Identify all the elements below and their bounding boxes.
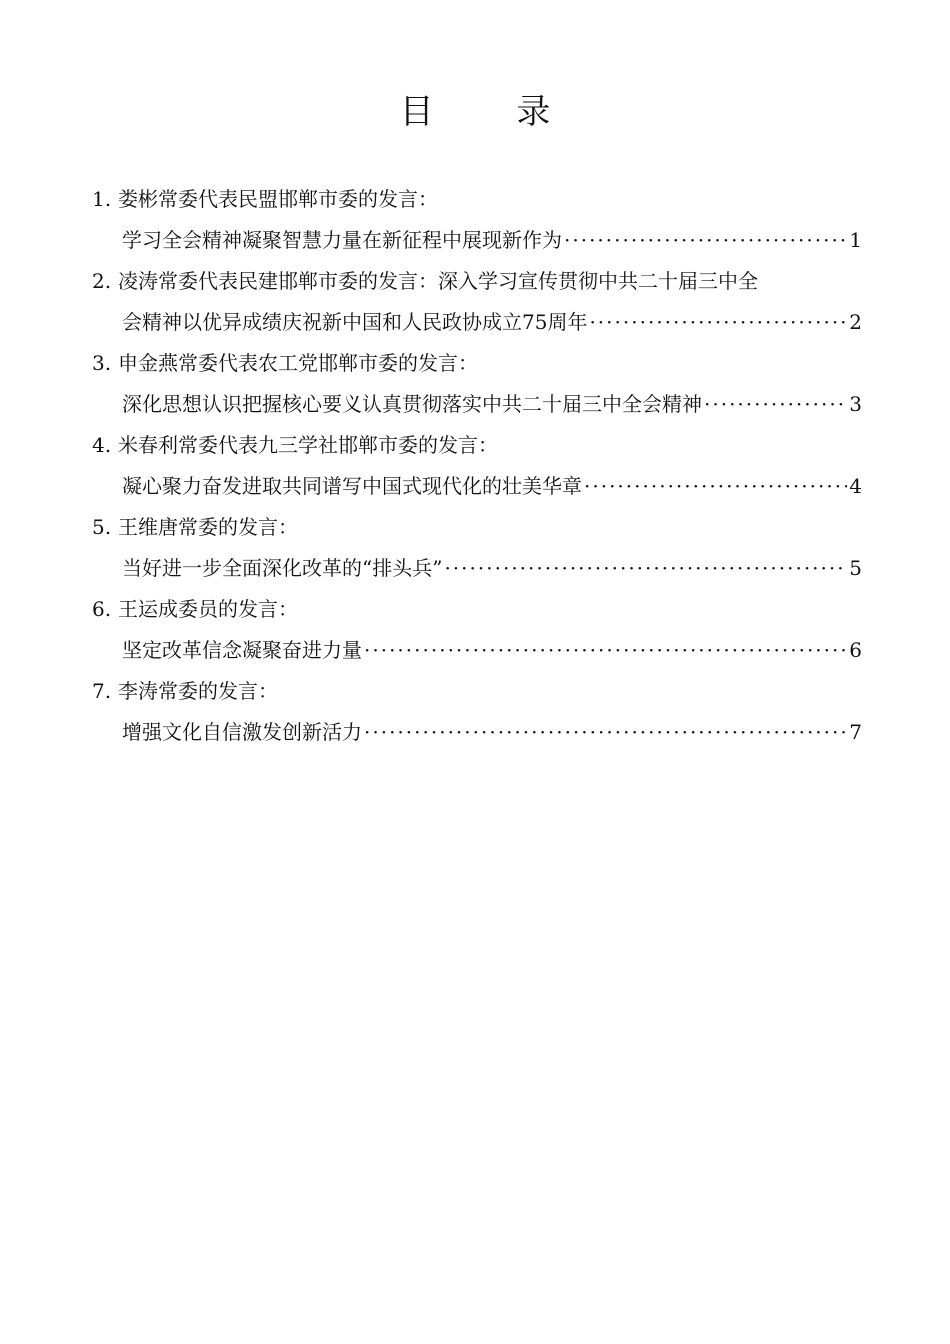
toc-entry-speaker: 娄彬常委代表民盟邯郸市委的发言： xyxy=(118,187,438,211)
toc-entry[interactable] xyxy=(92,425,862,507)
toc-entry-subtitle: 深化思想认识把握核心要义认真贯彻落实中共二十届三中全会精神 xyxy=(122,392,702,416)
toc-entry-heading xyxy=(92,179,862,220)
toc-page-number: 4 xyxy=(849,474,862,498)
toc-entry[interactable] xyxy=(92,671,862,753)
toc-entry-number: 5. xyxy=(92,515,112,539)
toc-entry-subtitle-line xyxy=(92,384,862,425)
toc-entry-heading xyxy=(92,261,862,302)
toc-entry-subtitle-line xyxy=(92,466,862,507)
toc-title: 目 录 xyxy=(399,92,587,132)
toc-page-number: 5 xyxy=(849,556,862,580)
toc-dot-leader xyxy=(589,302,847,343)
toc-dot-leader xyxy=(564,220,847,261)
toc-entry-heading xyxy=(92,425,862,466)
toc-entry-subtitle-line xyxy=(92,220,862,261)
toc-entry-heading xyxy=(92,507,862,548)
toc-entry[interactable] xyxy=(92,261,862,343)
toc-entry[interactable] xyxy=(92,179,862,261)
toc-entry-heading xyxy=(92,589,862,630)
toc-page-number: 6 xyxy=(849,638,862,662)
toc-page-number: 3 xyxy=(849,392,862,416)
toc-entry[interactable] xyxy=(92,343,862,425)
toc-entry-speaker: 申金燕常委代表农工党邯郸市委的发言： xyxy=(118,351,478,375)
toc-entry-heading xyxy=(92,671,862,712)
toc-entry-number: 6. xyxy=(92,597,112,621)
toc-entry-subtitle-line xyxy=(92,630,862,671)
toc-entry-subtitle-line xyxy=(92,548,862,589)
toc-entry-number: 4. xyxy=(92,433,112,457)
toc-entry-subtitle-line xyxy=(92,712,862,753)
toc-entry-subtitle-line xyxy=(92,302,862,343)
toc-entry-speaker: 王维唐常委的发言： xyxy=(118,515,298,539)
toc-entry-speaker: 凌涛常委代表民建邯郸市委的发言：深入学习宣传贯彻中共二十届三中全 xyxy=(118,269,758,293)
toc-dot-leader xyxy=(364,712,847,753)
table-of-contents xyxy=(92,179,862,753)
toc-entry-subtitle: 会精神以优异成绩庆祝新中国和人民政协成立75周年 xyxy=(122,310,588,334)
toc-entry-number: 1. xyxy=(92,187,112,211)
toc-entry-subtitle: 增强文化自信激发创新活力 xyxy=(122,720,362,744)
toc-dot-leader xyxy=(584,466,847,507)
toc-entry-speaker: 米春利常委代表九三学社邯郸市委的发言： xyxy=(118,433,498,457)
toc-page-number: 1 xyxy=(849,228,862,252)
toc-entry-number: 2. xyxy=(92,269,112,293)
toc-entry-number: 7. xyxy=(92,679,112,703)
toc-entry[interactable] xyxy=(92,507,862,589)
toc-page-number: 7 xyxy=(849,720,862,744)
toc-entry[interactable] xyxy=(92,589,862,671)
toc-entry-subtitle: 坚定改革信念凝聚奋进力量 xyxy=(122,638,362,662)
toc-entry-heading xyxy=(92,343,862,384)
toc-entry-speaker: 王运成委员的发言： xyxy=(118,597,298,621)
toc-dot-leader xyxy=(444,548,847,589)
toc-page-number: 2 xyxy=(849,310,862,334)
toc-entry-number: 3. xyxy=(92,351,112,375)
toc-entry-subtitle: 凝心聚力奋发进取共同谱写中国式现代化的壮美华章 xyxy=(122,474,582,498)
toc-entry-subtitle: 学习全会精神凝聚智慧力量在新征程中展现新作为 xyxy=(122,228,562,252)
toc-entry-speaker: 李涛常委的发言： xyxy=(118,679,278,703)
toc-dot-leader xyxy=(364,630,847,671)
toc-entry-subtitle: 当好进一步全面深化改革的“排头兵” xyxy=(122,556,443,580)
toc-dot-leader xyxy=(704,384,847,425)
